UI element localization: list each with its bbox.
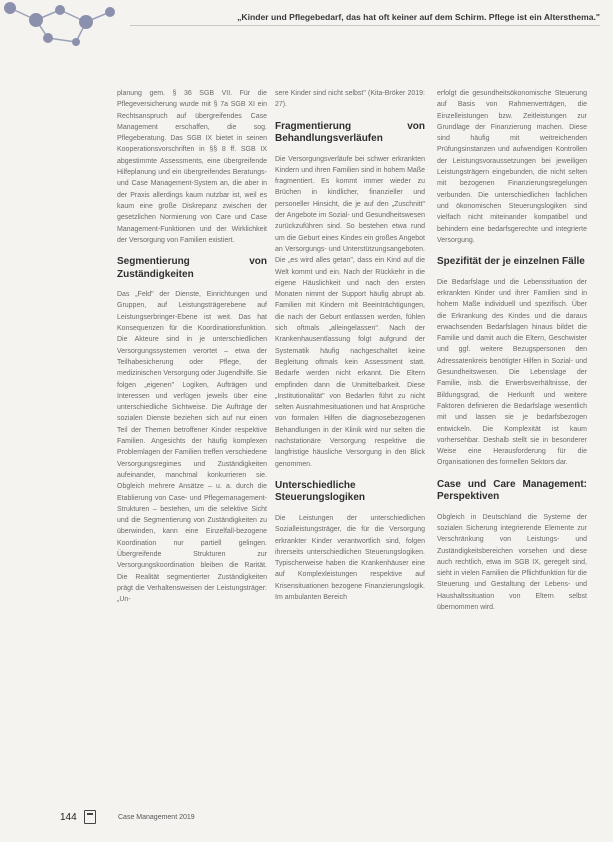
page-number: 144 bbox=[60, 812, 77, 823]
paragraph: erfolgt die gesundheitsökonomische Steuerung auf Basis von Rahmenverträgen, die Einzelleistungen bzw. Zeitleistungen zur Grundlage der Finanzierung machen. Diese sind häufig mit weitreichenden Prüfungsinstanzen und aufwendigen Kontrollen der Leistungsvoraussetzungen bei jeweiligen Leistungsträgern eingebunden, die nicht selten mit bezogenen Finanzierungsregelungen verbunden. Die unterschiedlichen fachlichen und ökonomischen Steuerungslogiken sind vielfach nicht miteinander kompatibel und behindern eine bedarfsgerechte und integrierte Versorgung. bbox=[437, 90, 587, 244]
section-heading: Segmentierung von Zuständigkeiten bbox=[117, 256, 267, 280]
magazine-name: Case Management 2019 bbox=[118, 814, 195, 821]
magazine-logo-icon bbox=[84, 810, 96, 824]
molecule-decoration bbox=[0, 0, 130, 48]
section-heading: Unterschiedliche Steuerungslogiken bbox=[275, 479, 366, 504]
page-footer bbox=[60, 810, 600, 830]
section-heading: Case und Care Management: Perspektiven bbox=[437, 478, 587, 503]
paragraph: Obgleich in Deutschland die Systeme der sozialen Sicherung integrierende Elemente zur Verschränkung von Leistungs- und Zuständigkeitsbereichen vorsehen und diese auch rechtlich, etwa im SGB IX, geregelt sind, sieht in vielen Familien die Pflichtfunktion für die Steuerung und Gestaltung der Lebens- und Haushaltssituation von Eltern selbst übernommen wird. bbox=[437, 513, 587, 612]
page-header-quote: „Kinder und Pflegebedarf, das hat oft keiner auf dem Schirm. Pflege ist ein Altersthema." bbox=[130, 12, 600, 26]
paragraph: Die Leistungen der unterschiedlichen Sozialleistungsträger, die für die Versorgung erkrankter Kinder verantwortlich sind, folgen ihrerseits unterschiedlichen Steuerungslogiken. Typischerweise haben die Krankenhäuser eine auf Komplexleistungen respektive auf Krisensituationen bezogene Finanzierungslogik. Im ambulanten Bereich bbox=[275, 514, 425, 601]
paragraph: Die Versorgungsverläufe bei schwer erkrankten Kindern und ihren Familien sind in hohem Maße fragmentiert. Es kommt immer wieder zu Brüchen in kindlicher, finanzieller und personeller Hinsicht, die je auf den „Zuschnitt" der Angebote im Sozial- und Gesundheitswesen zurückzuführen sind. So bestehen etwa rund um die Geburt eines Kindes ein großes Angebot an Versorgungs- und Unterstützungsangeboten. Die „es wird alles getan", dass ein Kind auf die Welt kommt und ein. Nach der Rückkehr in die eigene Häuslichkeit und nach den ersten Monaten nimmt der Support häufig abrupt ab. Familien mit Kindern mit Beeinträchtigungen, die nach der Geburt entlassen werden, fühlen sich oftmals „alleingelassen". Nach der Krankenhausentlassung folgt aufgrund der Systematik häufig nachgeschaltet keine Begleitung oftmals kein Assessment statt. Bedarfe werden nicht erkannt. Die Eltern empfinden dann die Unmittelbarkeit. Diese „Institutionalität" von Bedarfen führt zu nicht selten Ausnahmesituationen und hat Ansprüche von formalen Hilfen die diagnosebezogenen Behandlungen in der Klinik wird nur selten die nachstationäre Versorgung respektive die langfristige häusliche Versorgung in den Blick genommen. bbox=[275, 155, 425, 468]
paragraph: planung gem. § 36 SGB VII. Für die Pflegeversicherung wurde mit § 7a SGB XI ein Rechtsanspruch auf übergreifendes Case Management erschaffen, die sog. Pflegeberatung. Das SGB IX bietet in seinen Kooperationsvorschriften in §§ 8 ff. SGB IX abgestimmte Assessments, eine übergreifende Hilfeplanung und ein übergreifendes Beratungs- und Case Management-System an, die aber in der Praxis allerdings kaum nutzbar ist, weil es kaum eine große Diskrepanz zwischen der gesetzlichen Normierung von Care und Case Management-Funktionen und der Wirklichkeit der Versorgung von Familien existiert. bbox=[117, 90, 267, 244]
paragraph: Die Bedarfslage und die Lebenssituation der erkrankten Kinder und ihrer Familien sind in hohem Maße individuell und spezifisch. Über die Erkrankung des Kindes und die daraus erwachsenden Bedarfslagen hinaus bildet die Familie und damit auch die Eltern, Geschwister und ggf. weitere Bezugspersonen den Adressatenkreis benötigter Hilfen in Sozial- und Gesundheitswesen. Die Lebenslage der Familie, insb. die Erwerbsverhältnisse, der Bildungsgrad, die Herkunft und weitere Faktoren definieren die Bedarfslage wesentlich mit und lassen sie je bedarfsbezogen entwickeln. Die Komplexität ist kaum vorhersehbar. Deshalb stellt sie in besonderer Weise eine Herausforderung für die Organisationen des formellen Sektors dar. bbox=[437, 278, 587, 467]
section-heading: Fragmentierung von Behandlungsverläufen bbox=[275, 120, 425, 145]
section-heading: Spezifität der je einzelnen Fälle bbox=[437, 256, 585, 268]
text-column-1 bbox=[117, 88, 267, 605]
paragraph: sere Kinder sind nicht selbst" (Kita-Bröker 2019: 27). bbox=[275, 90, 425, 109]
text-column-3 bbox=[437, 88, 587, 613]
text-column-2 bbox=[275, 88, 425, 603]
paragraph: Das „Feld" der Dienste, Einrichtungen und Gruppen, auf Leistungsträgerebene auf Leistungserbringer-Ebene ist weit. Das hat Konsequenzen für die Koordinationsfunktion. Die Akteure sind in je unterschiedlichen Versorgungssystemen verortet – etwa der Teilhabesicherung oder Pflege, der medizinischen Versorgung oder Jugendhilfe. Sie folgen „eigenen" Logiken, Aufträgen und Interessen und verfügen jeweils über eine unterschiedliche Sichtweise. Die Aufträge der sozialen Dienste beziehen sich auf nur einen Teil der Themen betroffener Kinder respektive Familien. Angesichts der häufig komplexen Problemlagen der Familien treffen verschiedene Versorgungsregimes und Zuständigkeiten aufeinander, manchmal konkurrieren sie. Obgleich mehrere Ansätze – u. a. durch die Etablierung von Case- und Pflegemanagement-Strukturen – bestehen, um die selektive Sicht und die Segmentierung von Zuständigkeiten zu überwinden, kann eine Einzelfall-bezogene Koordination nur partiell gelingen. Übergreifende Strukturen zur Versorgungskoordination bleiben die Rarität. Die Realität segmentierter Zuständigkeiten prägt die Verhaltensweisen der Leistungsträger: „Un- bbox=[117, 291, 267, 604]
